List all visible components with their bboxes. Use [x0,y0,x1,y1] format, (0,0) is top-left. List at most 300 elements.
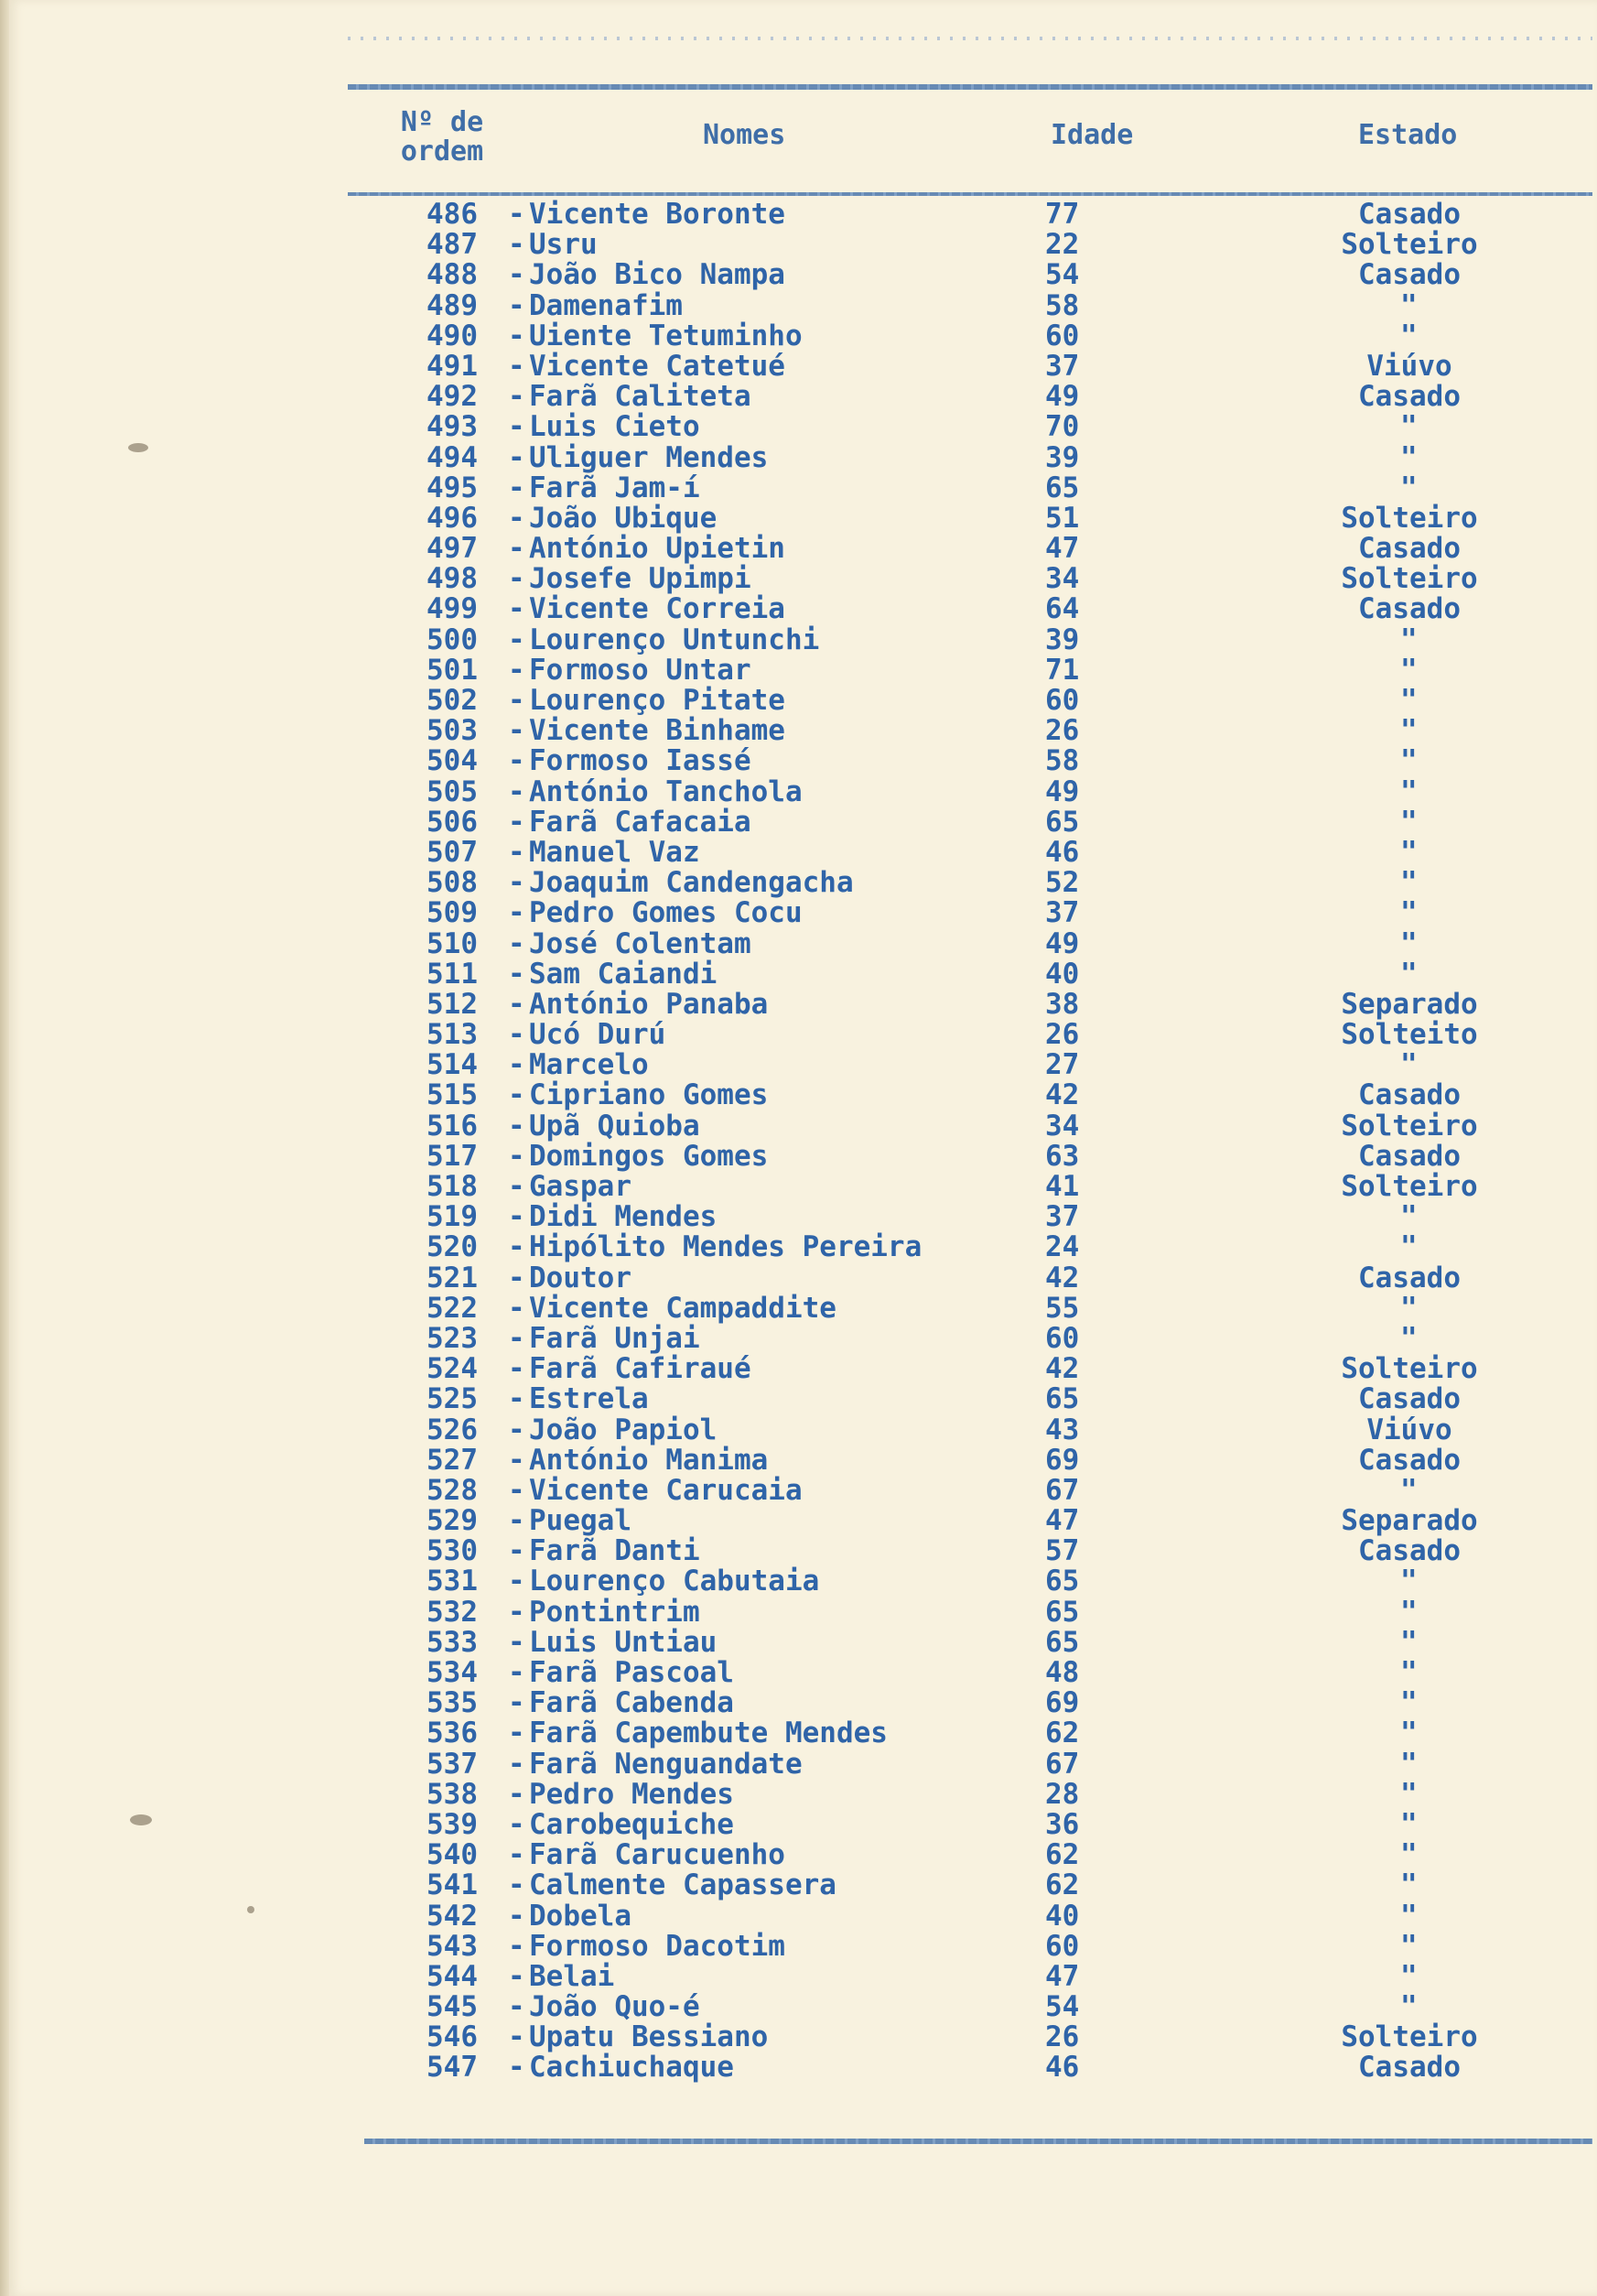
list-item [0,625,1597,655]
person-name: Vicente Campaddite [529,1291,836,1325]
list-item [0,1992,1597,2022]
separator-dash: - [508,1048,525,1082]
separator-dash: - [508,1504,525,1538]
order-number: 523 [426,1321,478,1355]
list-item [0,959,1597,990]
person-age: 65 [1045,1595,1080,1629]
marital-status: " [1400,1565,1418,1598]
order-number: 509 [426,896,478,930]
separator-dash: - [508,562,525,596]
separator-dash: - [508,623,525,656]
marital-status: " [1400,653,1418,687]
person-name: Vicente Carucaia [529,1473,803,1507]
person-age: 41 [1045,1170,1080,1203]
person-age: 34 [1045,562,1080,596]
person-age: 77 [1045,198,1080,231]
order-number: 515 [426,1078,478,1112]
list-item [0,1506,1597,1536]
person-name: Farã Unjai [529,1321,700,1355]
person-name: Estrela [529,1382,649,1416]
separator-dash: - [508,1838,525,1872]
marital-status: " [1400,471,1418,504]
list-item [0,501,1597,535]
order-number: 492 [426,380,478,414]
order-number: 544 [426,1959,478,1993]
separator-dash: - [508,1747,525,1781]
list-item [0,898,1597,928]
separator-dash: - [508,2020,525,2054]
person-age: 49 [1045,380,1080,414]
separator-dash: - [508,440,525,474]
marital-status: " [1400,1807,1418,1841]
marital-status: " [1400,1595,1418,1629]
person-age: 37 [1045,1200,1080,1234]
order-number: 488 [426,258,478,292]
list-item [0,1139,1597,1173]
marital-status: " [1400,1868,1418,1902]
marital-status: " [1400,1838,1418,1872]
column-header-order-line1: Nº de [400,106,484,138]
marital-status: Casado [1358,258,1461,292]
person-name: João Bico Nampa [529,258,785,292]
person-name: Farã Caliteta [529,380,751,414]
marital-status: " [1400,1656,1418,1689]
separator-dash: - [508,1261,525,1294]
order-number: 518 [426,1170,478,1203]
person-age: 24 [1045,1230,1080,1264]
order-number: 506 [426,805,478,839]
order-number: 536 [426,1717,478,1750]
person-name: Farã Danti [529,1534,700,1568]
marital-status: " [1400,957,1418,991]
list-item [0,686,1597,716]
marital-status: " [1400,288,1418,322]
person-name: Farã Cafiraué [529,1352,751,1386]
order-number: 531 [426,1565,478,1598]
separator-dash: - [508,1990,525,2024]
marital-status: " [1400,684,1418,717]
separator-dash: - [508,532,525,566]
person-name: Farã Capembute Mendes [529,1717,888,1750]
order-number: 545 [426,1990,478,2024]
order-number: 496 [426,501,478,535]
marital-status: " [1400,805,1418,839]
list-item [0,1291,1597,1325]
person-name: Lourenço Cabutaia [529,1565,820,1598]
person-name: Luis Untiau [529,1625,718,1659]
person-age: 37 [1045,349,1080,383]
separator-dash: - [508,1777,525,1811]
person-name: Calmente Capassera [529,1868,836,1902]
order-number: 530 [426,1534,478,1568]
separator-dash: - [508,866,525,900]
person-age: 27 [1045,1048,1080,1082]
order-number: 543 [426,1929,478,1963]
person-age: 60 [1045,1321,1080,1355]
list-item [0,1625,1597,1659]
column-header-age: Idade [1051,119,1134,151]
person-name: João Papiol [529,1413,718,1446]
order-number: 534 [426,1656,478,1689]
person-name: Vicente Catetué [529,349,785,383]
order-number: 500 [426,623,478,656]
person-age: 46 [1045,2051,1080,2085]
order-number: 507 [426,835,478,869]
list-item [0,594,1597,624]
order-number: 493 [426,410,478,444]
list-item [0,1959,1597,1993]
person-name: Pedro Gomes Cocu [529,896,803,930]
person-age: 69 [1045,1686,1080,1720]
top-dotted-rule [348,37,1592,40]
footer-rule [364,2139,1592,2144]
person-age: 55 [1045,1291,1080,1325]
order-number: 486 [426,198,478,231]
order-number: 497 [426,532,478,566]
order-number: 546 [426,2020,478,2054]
list-item [0,230,1597,260]
marital-status: Solteiro [1341,1352,1478,1386]
person-age: 63 [1045,1139,1080,1173]
person-age: 62 [1045,1838,1080,1872]
marital-status: " [1400,1473,1418,1507]
person-age: 69 [1045,1443,1080,1477]
person-name: Joaquim Candengacha [529,866,854,900]
separator-dash: - [508,380,525,414]
order-number: 503 [426,714,478,748]
order-number: 520 [426,1230,478,1264]
separator-dash: - [508,349,525,383]
order-number: 538 [426,1777,478,1811]
order-number: 512 [426,987,478,1021]
separator-dash: - [508,1565,525,1598]
separator-dash: - [508,714,525,748]
person-age: 40 [1045,1899,1080,1933]
marital-status: Casado [1358,2051,1461,2085]
separator-dash: - [508,1200,525,1234]
separator-dash: - [508,1473,525,1507]
person-age: 62 [1045,1868,1080,1902]
person-age: 60 [1045,684,1080,717]
person-name: Cipriano Gomes [529,1078,769,1112]
list-item [0,412,1597,442]
separator-dash: - [508,1413,525,1446]
order-number: 540 [426,1838,478,1872]
marital-status: " [1400,835,1418,869]
order-number: 541 [426,1868,478,1902]
person-age: 54 [1045,258,1080,292]
order-number: 525 [426,1382,478,1416]
person-name: José Colentam [529,926,751,960]
marital-status: Casado [1358,1139,1461,1173]
person-name: Vicente Correia [529,592,785,626]
marital-status: Separado [1341,1504,1478,1538]
marital-status: " [1400,1321,1418,1355]
marital-status: Solteiro [1341,1170,1478,1203]
marital-status: Casado [1358,1443,1461,1477]
order-number: 528 [426,1473,478,1507]
order-number: 489 [426,288,478,322]
separator-dash: - [508,774,525,808]
list-item [0,1232,1597,1262]
person-age: 67 [1045,1747,1080,1781]
list-item [0,1050,1597,1080]
person-age: 22 [1045,228,1080,262]
list-item [0,1536,1597,1566]
separator-dash: - [508,926,525,960]
person-age: 37 [1045,896,1080,930]
order-number: 498 [426,562,478,596]
person-name: Formoso Iassé [529,744,751,778]
person-age: 65 [1045,1625,1080,1659]
person-age: 49 [1045,926,1080,960]
person-name: Farã Carucuenho [529,1838,785,1872]
order-number: 511 [426,957,478,991]
separator-dash: - [508,653,525,687]
separator-dash: - [508,288,525,322]
person-name: Dobela [529,1899,631,1933]
header-bottom-rule [348,192,1592,196]
separator-dash: - [508,1139,525,1173]
separator-dash: - [508,1625,525,1659]
list-item [0,1172,1597,1202]
order-number: 524 [426,1352,478,1386]
person-age: 58 [1045,288,1080,322]
person-name: Vicente Binhame [529,714,785,748]
person-name: Pontintrim [529,1595,700,1629]
marital-status: Casado [1358,592,1461,626]
marital-status: " [1400,1717,1418,1750]
list-item [0,321,1597,352]
person-age: 58 [1045,744,1080,778]
header-top-rule [348,84,1592,90]
paper-speck [130,1814,152,1825]
marital-status: " [1400,714,1418,748]
order-number: 487 [426,228,478,262]
list-item [0,1321,1597,1355]
separator-dash: - [508,1291,525,1325]
person-age: 60 [1045,319,1080,352]
person-name: João Ubique [529,501,718,535]
separator-dash: - [508,1230,525,1264]
list-item [0,1080,1597,1110]
person-age: 65 [1045,471,1080,504]
marital-status: Casado [1358,198,1461,231]
person-name: Upatu Bessiano [529,2020,769,2054]
separator-dash: - [508,1868,525,1902]
marital-status: Solteiro [1341,2020,1478,2054]
person-name: Vicente Boronte [529,198,785,231]
list-item [0,200,1597,230]
column-header-state: Estado [1358,119,1458,151]
person-age: 70 [1045,410,1080,444]
person-name: Uiente Tetuminho [529,319,803,352]
marital-status: Solteito [1341,1018,1478,1052]
person-name: Farã Cabenda [529,1686,734,1720]
list-item [0,1718,1597,1749]
list-item [0,746,1597,776]
column-header-order-line2: ordem [400,135,484,168]
marital-status: Casado [1358,1382,1461,1416]
person-name: António Upietin [529,532,785,566]
separator-dash: - [508,1018,525,1052]
order-number: 519 [426,1200,478,1234]
list-item [0,774,1597,808]
marital-status: " [1400,1747,1418,1781]
person-name: Manuel Vaz [529,835,700,869]
separator-dash: - [508,2051,525,2085]
list-item [0,1263,1597,1294]
person-name: Puegal [529,1504,631,1538]
person-age: 40 [1045,957,1080,991]
separator-dash: - [508,684,525,717]
order-number: 510 [426,926,478,960]
list-item [0,987,1597,1021]
person-age: 49 [1045,774,1080,808]
marital-status: " [1400,896,1418,930]
separator-dash: - [508,1899,525,1933]
person-age: 54 [1045,1990,1080,2024]
list-item [0,288,1597,322]
list-item [0,349,1597,383]
list-item [0,807,1597,838]
person-name: Lourenço Untunchi [529,623,820,656]
person-name: João Quo-é [529,1990,700,2024]
separator-dash: - [508,957,525,991]
person-age: 38 [1045,987,1080,1021]
marital-status: Casado [1358,532,1461,566]
person-age: 39 [1045,440,1080,474]
person-age: 65 [1045,1565,1080,1598]
separator-dash: - [508,1534,525,1568]
order-number: 522 [426,1291,478,1325]
list-item [0,1473,1597,1507]
person-age: 43 [1045,1413,1080,1446]
order-number: 532 [426,1595,478,1629]
separator-dash: - [508,1717,525,1750]
separator-dash: - [508,592,525,626]
separator-dash: - [508,258,525,292]
marital-status: " [1400,1230,1418,1264]
person-name: Carobequiche [529,1807,734,1841]
person-age: 52 [1045,866,1080,900]
paper-speck [128,443,148,452]
order-number: 542 [426,1899,478,1933]
separator-dash: - [508,1382,525,1416]
list-item [0,1566,1597,1597]
separator-dash: - [508,1078,525,1112]
register-list [0,200,1597,2084]
person-name: Usru [529,228,598,262]
person-age: 57 [1045,1534,1080,1568]
order-number: 516 [426,1109,478,1143]
column-header-order [392,108,492,167]
person-name: Cachiuchaque [529,2051,734,2085]
separator-dash: - [508,805,525,839]
list-item [0,564,1597,594]
person-name: António Panaba [529,987,769,1021]
marital-status: " [1400,926,1418,960]
separator-dash: - [508,1656,525,1689]
separator-dash: - [508,1929,525,1963]
person-name: Uliguer Mendes [529,440,769,474]
marital-status: Casado [1358,1534,1461,1568]
person-age: 39 [1045,623,1080,656]
marital-status: " [1400,1959,1418,1993]
person-age: 51 [1045,501,1080,535]
order-number: 526 [426,1413,478,1446]
person-name: Luis Cieto [529,410,700,444]
person-age: 47 [1045,1959,1080,1993]
person-age: 71 [1045,653,1080,687]
separator-dash: - [508,410,525,444]
person-name: Sam Caiandi [529,957,718,991]
person-age: 65 [1045,1382,1080,1416]
marital-status: Casado [1358,1078,1461,1112]
marital-status: Casado [1358,380,1461,414]
column-header-names: Nomes [703,119,786,151]
person-name: Belai [529,1959,615,1993]
person-age: 34 [1045,1109,1080,1143]
marital-status: " [1400,1625,1418,1659]
order-number: 494 [426,440,478,474]
order-number: 547 [426,2051,478,2085]
list-item [0,655,1597,686]
person-name: Gaspar [529,1170,631,1203]
list-item [0,1658,1597,1688]
order-number: 535 [426,1686,478,1720]
marital-status: " [1400,1990,1418,2024]
marital-status: " [1400,1899,1418,1933]
separator-dash: - [508,1807,525,1841]
order-number: 529 [426,1504,478,1538]
separator-dash: - [508,1443,525,1477]
order-number: 499 [426,592,478,626]
marital-status: Viúvo [1366,349,1452,383]
marital-status: Solteiro [1341,1109,1478,1143]
person-age: 47 [1045,1504,1080,1538]
list-item [0,1354,1597,1384]
order-number: 502 [426,684,478,717]
person-name: Ucó Durú [529,1018,666,1052]
marital-status: Casado [1358,1261,1461,1294]
person-name: Lourenço Pitate [529,684,785,717]
separator-dash: - [508,1959,525,1993]
person-age: 36 [1045,1807,1080,1841]
person-name: Josefe Upimpi [529,562,751,596]
separator-dash: - [508,198,525,231]
person-name: Didi Mendes [529,1200,718,1234]
separator-dash: - [508,744,525,778]
separator-dash: - [508,1321,525,1355]
person-age: 42 [1045,1352,1080,1386]
person-name: Farã Cafacaia [529,805,751,839]
marital-status: Solteiro [1341,228,1478,262]
marital-status: " [1400,1048,1418,1082]
person-name: Farã Pascoal [529,1656,734,1689]
order-number: 539 [426,1807,478,1841]
separator-dash: - [508,1686,525,1720]
list-item [0,1929,1597,1963]
person-age: 42 [1045,1261,1080,1294]
marital-status: Solteiro [1341,501,1478,535]
marital-status: Separado [1341,987,1478,1021]
person-name: Farã Jam-í [529,471,700,504]
list-item [0,1749,1597,1780]
person-age: 67 [1045,1473,1080,1507]
marital-status: Solteiro [1341,562,1478,596]
marital-status: " [1400,1929,1418,1963]
